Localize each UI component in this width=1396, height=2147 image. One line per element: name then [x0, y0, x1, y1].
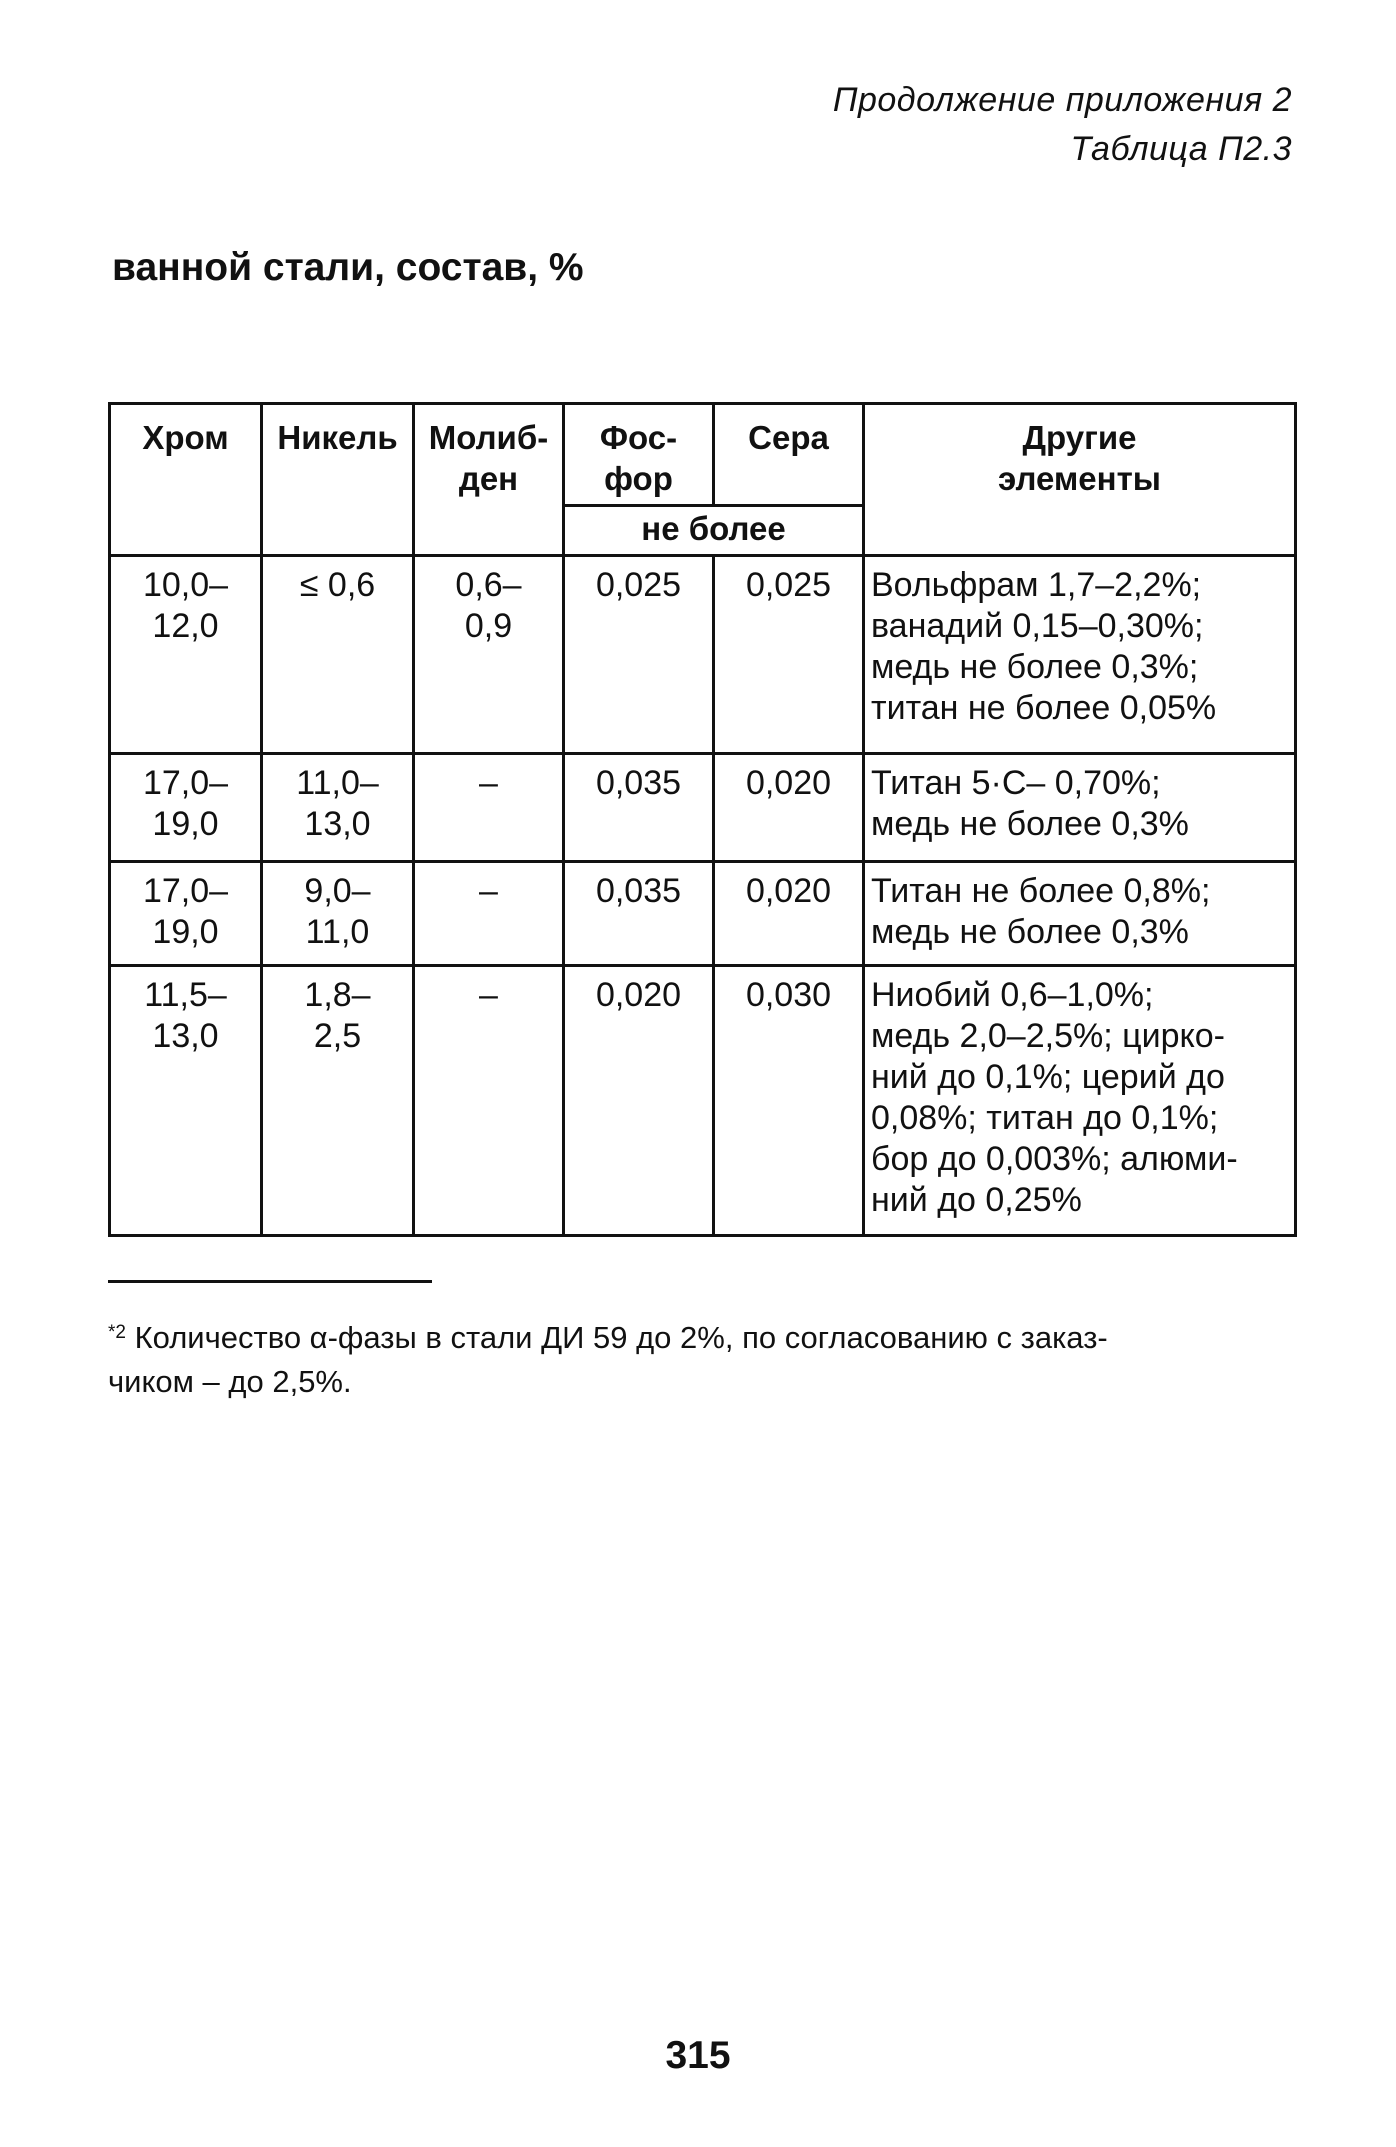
footnote-marker: *2: [108, 1322, 126, 1343]
table-row: [110, 862, 1296, 966]
cell-sulfur: 0,030: [714, 966, 864, 1236]
cell-other-elements: Титан не более 0,8%; медь не более 0,3%: [864, 862, 1296, 966]
cell-nickel: 11,0– 13,0: [262, 754, 414, 862]
cell-sulfur: 0,025: [714, 556, 864, 754]
appendix-continuation-label: Продолжение приложения 2: [832, 81, 1292, 119]
cell-molybdenum: –: [414, 862, 564, 966]
column-header-nickel: Никель: [262, 404, 414, 556]
cell-other-elements: Ниобий 0,6–1,0%; медь 2,0–2,5%; цирко- ний до 0,1%; церий до 0,08%; титан до 0,1%; бор до 0,003%; алюми- ний до 0,25%: [864, 966, 1296, 1236]
table-row: [110, 754, 1296, 862]
cell-sulfur: 0,020: [714, 754, 864, 862]
cell-nickel: 9,0– 11,0: [262, 862, 414, 966]
column-subheader-max: не более: [564, 506, 864, 556]
cell-molybdenum: –: [414, 966, 564, 1236]
cell-phosphorus: 0,035: [564, 862, 714, 966]
cell-molybdenum: 0,6– 0,9: [414, 556, 564, 754]
footnote-text: Количество α-фазы в стали ДИ 59 до 2%, по согласованию с заказ- чиком – до 2,5%.: [108, 1320, 1108, 1399]
column-header-molybdenum: Молиб- ден: [414, 404, 564, 556]
cell-nickel: 1,8– 2,5: [262, 966, 414, 1236]
table-title: ванной стали, состав, %: [112, 246, 584, 289]
table-row: [110, 966, 1296, 1236]
column-header-other-elements: Другие элементы: [864, 404, 1296, 556]
table-row: [110, 556, 1296, 754]
cell-phosphorus: 0,025: [564, 556, 714, 754]
cell-phosphorus: 0,020: [564, 966, 714, 1236]
cell-nickel: ≤ 0,6: [262, 556, 414, 754]
cell-chrome: 10,0– 12,0: [110, 556, 262, 754]
cell-other-elements: Титан 5·С– 0,70%; медь не более 0,3%: [864, 754, 1296, 862]
column-header-chrome: Хром: [110, 404, 262, 556]
table-number-label: Таблица П2.3: [1070, 130, 1292, 168]
cell-chrome: 17,0– 19,0: [110, 862, 262, 966]
cell-chrome: 17,0– 19,0: [110, 754, 262, 862]
table-header-row: [110, 404, 1296, 506]
cell-chrome: 11,5– 13,0: [110, 966, 262, 1236]
cell-sulfur: 0,020: [714, 862, 864, 966]
cell-molybdenum: –: [414, 754, 564, 862]
column-header-sulfur: Сера: [714, 404, 864, 506]
footnote-separator: [108, 1280, 432, 1283]
steel-composition-table: [108, 402, 1297, 1237]
column-header-phosphorus: Фос- фор: [564, 404, 714, 506]
page-number: 315: [665, 2034, 731, 2077]
cell-other-elements: Вольфрам 1,7–2,2%; ванадий 0,15–0,30%; медь не более 0,3%; титан не более 0,05%: [864, 556, 1296, 754]
footnote: [108, 1316, 1298, 1404]
cell-phosphorus: 0,035: [564, 754, 714, 862]
